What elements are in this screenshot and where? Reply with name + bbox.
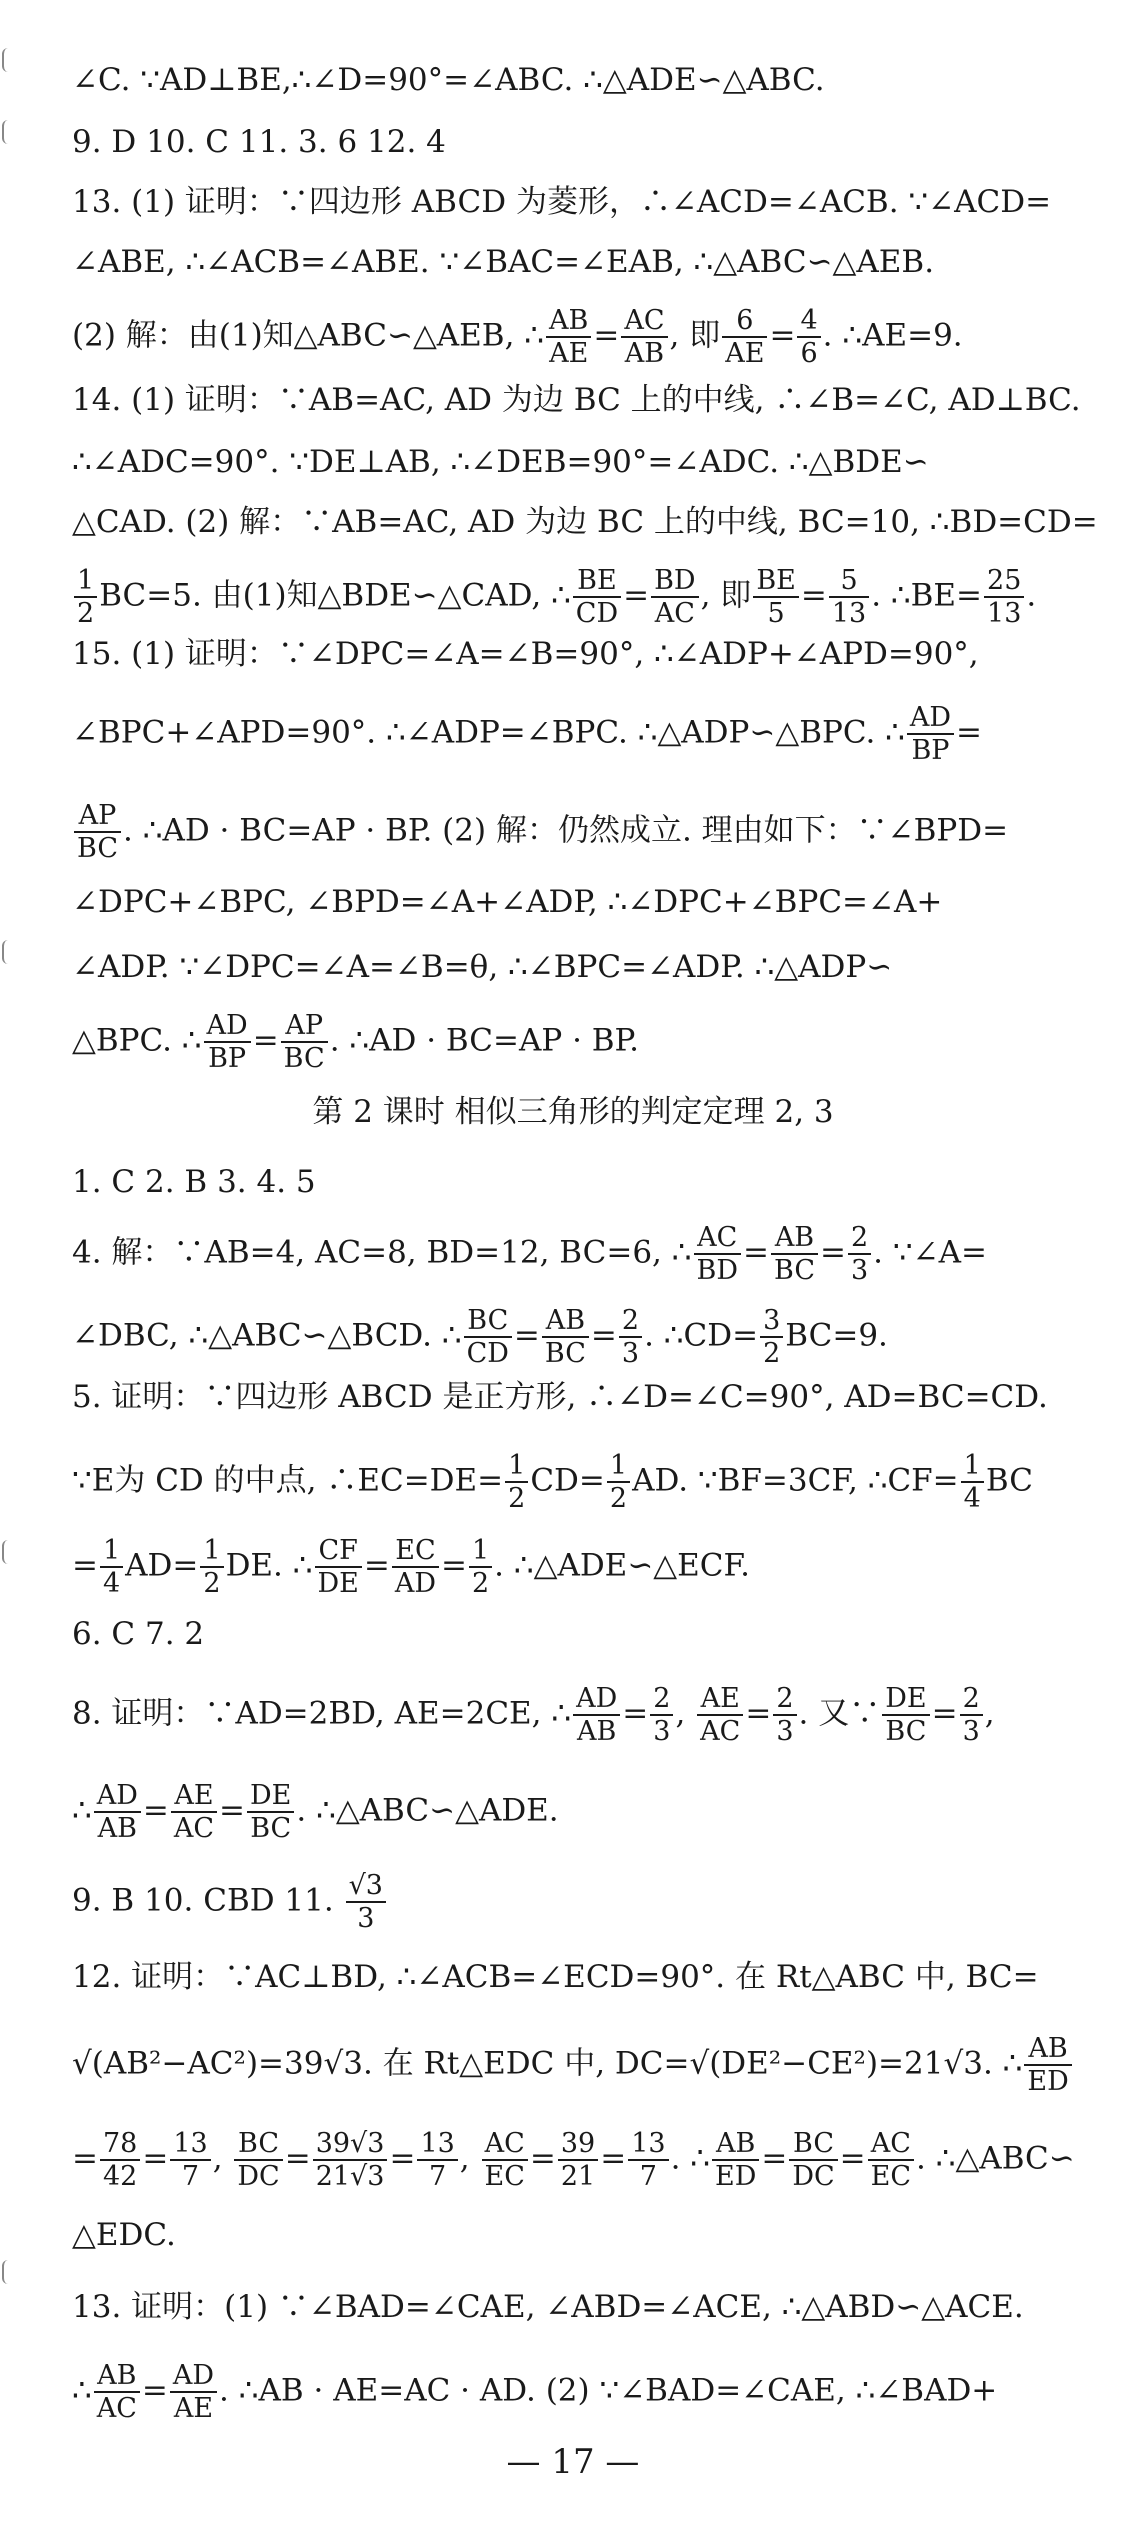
fraction (882, 1683, 929, 1747)
fraction (984, 565, 1024, 629)
fraction-numerator: 39 (558, 2128, 598, 2161)
text-segment: = (252, 1022, 279, 1059)
fraction (722, 305, 767, 369)
text-segment: = (219, 1792, 246, 1829)
answer-line (72, 1683, 1122, 1747)
answer-line: 15. (1) 证明：∵∠DPC=∠A=∠B=90°, ∴∠ADP+∠APD=90°, (72, 636, 979, 672)
fraction-denominator: BC (773, 1255, 815, 1286)
left-edge-mark (2, 120, 16, 144)
fraction-denominator: AE (549, 338, 589, 369)
fraction-denominator: AB (577, 1716, 617, 1747)
text-segment: ∴ (72, 1792, 92, 1829)
fraction (100, 1535, 123, 1599)
fraction (315, 1535, 362, 1599)
fraction-denominator: BP (911, 735, 950, 766)
text-segment: = (529, 2140, 556, 2177)
fraction (607, 1450, 630, 1514)
text-segment: . ∴△ABC∽ (916, 2140, 1075, 2177)
answer-line: 13. 证明：(1) ∵∠BAD=∠CAE, ∠ABD=∠ACE, ∴△ABD∽△ACE. (72, 2289, 1024, 2325)
fraction (753, 565, 799, 629)
answer-line: 12. 证明：∵AC⊥BD, ∴∠ACB=∠ECD=90°. 在 Rt△ABC 中, BC= (72, 1959, 1039, 1995)
text-segment: 8. 证明：∵AD=2BD, AE=2CE, ∴ (72, 1695, 572, 1732)
fraction-numerator: 5 (829, 565, 869, 598)
fraction-numerator: AB (542, 1305, 589, 1338)
answer-line: 13. (1) 证明：∵四边形 ABCD 为菱形，∴∠ACD=∠ACB. ∵∠ACD= (72, 184, 1052, 220)
fraction-numerator: AP (281, 1010, 328, 1043)
fraction (234, 2128, 282, 2192)
fraction-denominator: 3 (357, 1903, 375, 1934)
fraction (505, 1450, 528, 1514)
fraction (651, 565, 699, 629)
fraction (829, 565, 869, 629)
text-segment: . ∵∠A= (873, 1234, 987, 1271)
text-segment: = (72, 2140, 98, 2177)
text-segment: = (72, 1547, 98, 1584)
fraction-numerator: AD (573, 1683, 620, 1716)
fraction-denominator: 2 (203, 1568, 221, 1599)
text-segment: = (931, 1695, 958, 1732)
fraction-numerator: BD (651, 565, 699, 598)
text-segment: . ∴△ADE∽△ECF. (494, 1547, 751, 1584)
page-number: — 17 — (506, 2442, 640, 2482)
fraction-denominator: AD (394, 1568, 436, 1599)
text-segment: ∠BPC+∠APD=90°. ∴∠ADP=∠BPC. ∴△ADP∽△BPC. ∴ (72, 714, 905, 751)
fraction (907, 702, 954, 766)
fraction (482, 2128, 528, 2192)
fraction-numerator: 78 (100, 2128, 140, 2161)
fraction-numerator: 2 (650, 1683, 673, 1716)
answer-line (72, 305, 1122, 369)
text-segment: √(AB²−AC²)=39√3. 在 Rt△EDC 中, DC=√(DE²−CE²)=21√3. ∴ (72, 2045, 1023, 2082)
fraction (281, 1010, 328, 1074)
text-segment: = (956, 714, 983, 751)
fraction-numerator: 39√3 (313, 2128, 388, 2161)
fraction-denominator: 3 (621, 1338, 640, 1369)
fraction-numerator: 13 (417, 2128, 457, 2161)
fraction-denominator: 21 (560, 2161, 596, 2192)
fraction-denominator: 2 (508, 1483, 526, 1514)
text-segment: , (212, 2140, 233, 2177)
fraction (417, 2128, 457, 2192)
fraction (848, 1222, 871, 1286)
text-segment: = (389, 2140, 416, 2177)
text-segment: BC (985, 1462, 1033, 1499)
text-segment: = (141, 2372, 168, 2409)
fraction-denominator: 13 (831, 598, 867, 629)
fraction (712, 2128, 759, 2192)
fraction-denominator: AE (173, 2393, 214, 2424)
text-segment: = (743, 1234, 769, 1271)
fraction (542, 1305, 589, 1369)
fraction-numerator: 1 (961, 1450, 984, 1483)
fraction-denominator: BC (250, 1813, 292, 1844)
text-segment: , 即 (669, 317, 721, 354)
answer-line: 14. (1) 证明：∵AB=AC, AD 为边 BC 上的中线, ∴∠B=∠C, AD⊥BC. (72, 382, 1081, 418)
fraction (74, 800, 121, 864)
text-segment: = (622, 1695, 649, 1732)
fraction (170, 2360, 217, 2424)
text-segment: 4. 解：∵AB=4, AC=8, BD=12, BC=6, ∴ (72, 1234, 692, 1271)
fraction (346, 1870, 386, 1934)
fraction-denominator: EC (484, 2161, 525, 2192)
fraction-denominator: AC (700, 1716, 741, 1747)
fraction-denominator: ED (715, 2161, 757, 2192)
fraction-numerator: DE (882, 1683, 929, 1716)
text-segment: = (800, 577, 827, 614)
fraction-denominator: 13 (987, 598, 1022, 629)
fraction-numerator: 3 (760, 1305, 783, 1338)
left-edge-mark (2, 2260, 16, 2284)
text-segment: ∵E为 CD 的中点, ∴EC=DE= (72, 1462, 504, 1499)
text-segment: . ∴BE= (871, 577, 983, 614)
answer-line (72, 702, 1122, 766)
section-title: 第 2 课时 相似三角形的判定定理 2, 3 (312, 1094, 834, 1130)
fraction (313, 2128, 388, 2192)
fraction-numerator: BE (753, 565, 799, 598)
fraction-denominator: DC (792, 2161, 835, 2192)
fraction-numerator: AC (868, 2128, 914, 2161)
fraction (170, 2128, 210, 2192)
text-segment: . ∴AD · BC=AP · BP. (329, 1022, 639, 1059)
fraction (200, 1535, 223, 1599)
text-segment: = (623, 577, 650, 614)
fraction-numerator: AB (1024, 2033, 1071, 2066)
fraction (464, 1305, 512, 1369)
fraction-denominator: 2 (77, 598, 95, 629)
fraction (789, 2128, 837, 2192)
text-segment: . ∴AB · AE=AC · AD. (2) ∵∠BAD=∠CAE, ∴∠BAD+ (219, 2372, 998, 2409)
text-segment: = (441, 1547, 467, 1584)
fraction-numerator: BC (789, 2128, 837, 2161)
text-segment: AD. ∵BF=3CF, ∴CF= (632, 1462, 959, 1499)
answer-line: ∠C. ∵AD⊥BE,∴∠D=90°=∠ABC. ∴△ADE∽△ABC. (72, 62, 825, 98)
fraction (392, 1535, 439, 1599)
fraction-numerator: 1 (469, 1535, 492, 1568)
text-segment: . (1026, 577, 1037, 614)
fraction-numerator: BC (234, 2128, 282, 2161)
fraction-numerator: AE (697, 1683, 743, 1716)
fraction (1024, 2033, 1071, 2097)
fraction-numerator: 25 (984, 565, 1024, 598)
answer-line (72, 1450, 1122, 1514)
fraction-numerator: BC (464, 1305, 512, 1338)
fraction-denominator: DC (237, 2161, 280, 2192)
fraction-numerator: EC (392, 1535, 439, 1568)
fraction-numerator: 4 (797, 305, 820, 338)
text-segment: , (984, 1695, 995, 1732)
fraction-numerator: 1 (505, 1450, 528, 1483)
answer-line: ∠ABE, ∴∠ACB=∠ABE. ∵∠BAC=∠EAB, ∴△ABC∽△AEB. (72, 244, 935, 280)
text-segment: AD= (125, 1547, 199, 1584)
text-segment: △BPC. ∴ (72, 1022, 202, 1059)
fraction-numerator: AD (94, 1780, 141, 1813)
fraction-denominator: ED (1027, 2066, 1069, 2097)
fraction-numerator: DE (247, 1780, 294, 1813)
fraction-numerator: 2 (773, 1683, 796, 1716)
text-segment: = (590, 1317, 617, 1354)
text-segment: , 即 (700, 577, 752, 614)
fraction-numerator: AE (171, 1780, 217, 1813)
answer-line: 5. 证明：∵四边形 ABCD 是正方形, ∴∠D=∠C=90°, AD=BC=CD. (72, 1379, 1048, 1415)
text-segment: . ∴△ABC∽△ADE. (296, 1792, 559, 1829)
fraction-denominator: BC (885, 1716, 927, 1747)
fraction-denominator: 3 (962, 1716, 980, 1747)
fraction-numerator: AC (482, 2128, 528, 2161)
fraction (771, 1222, 818, 1286)
fraction-numerator: 1 (100, 1535, 123, 1568)
text-segment: = (839, 2140, 866, 2177)
answer-line: 9. D 10. C 11. 3. 6 12. 4 (72, 124, 446, 160)
fraction-numerator: 13 (628, 2128, 668, 2161)
answer-line: △EDC. (72, 2217, 176, 2253)
fraction-numerator: AP (74, 800, 121, 833)
fraction-denominator: AC (96, 2393, 137, 2424)
fraction-denominator: AE (725, 338, 765, 369)
fraction-denominator: AB (97, 1813, 137, 1844)
fraction-numerator: AC (621, 305, 667, 338)
text-segment: BC=9. (785, 1317, 888, 1354)
fraction-denominator: AB (624, 338, 665, 369)
fraction-numerator: BE (573, 565, 621, 598)
answer-line (72, 1535, 1122, 1599)
fraction-numerator: √3 (346, 1870, 386, 1903)
fraction-denominator: BD (696, 1255, 738, 1286)
answer-line (72, 1222, 1122, 1286)
fraction (760, 1305, 783, 1369)
answer-line (72, 800, 1122, 864)
fraction (650, 1683, 673, 1747)
fraction (797, 305, 820, 369)
answer-line: ∠DPC+∠BPC, ∠BPD=∠A+∠ADP, ∴∠DPC+∠BPC=∠A+ (72, 884, 943, 920)
fraction (619, 1305, 642, 1369)
answer-line (72, 2360, 1122, 2424)
fraction (94, 2360, 140, 2424)
fraction-numerator: 6 (722, 305, 767, 338)
text-segment: . ∴AE=9. (822, 317, 963, 354)
text-segment: = (745, 1695, 772, 1732)
text-segment: = (761, 2140, 788, 2177)
text-segment: = (769, 317, 796, 354)
fraction-numerator: AB (771, 1222, 818, 1255)
text-segment: . ∴AD · BC=AP · BP. (2) 解：仍然成立. 理由如下：∵∠BPD= (123, 812, 1009, 849)
fraction-denominator: 2 (471, 1568, 490, 1599)
fraction-numerator: 2 (619, 1305, 642, 1338)
fraction-numerator: 1 (607, 1450, 630, 1483)
answer-line (72, 1780, 1122, 1844)
text-segment: = (820, 1234, 846, 1271)
answer-line: 1. C 2. B 3. 4. 5 (72, 1164, 316, 1200)
fraction (573, 565, 621, 629)
text-segment: . 又∵ (798, 1695, 881, 1732)
left-edge-mark (2, 48, 16, 72)
fraction (694, 1222, 742, 1286)
answer-line (72, 2033, 1122, 2097)
fraction-denominator: AC (173, 1813, 215, 1844)
text-segment: = (142, 2140, 169, 2177)
fraction (961, 1450, 984, 1514)
text-segment: , (459, 2140, 480, 2177)
fraction-numerator: AB (712, 2128, 759, 2161)
fraction-denominator: 4 (102, 1568, 121, 1599)
fraction (868, 2128, 914, 2192)
fraction (171, 1780, 217, 1844)
fraction-numerator: AC (694, 1222, 742, 1255)
fraction-denominator: AC (654, 598, 695, 629)
fraction-numerator: 2 (960, 1683, 983, 1716)
text-segment: . ∴ (670, 2140, 711, 2177)
fraction-denominator: CD (466, 1338, 509, 1369)
fraction-denominator: CD (575, 598, 619, 629)
fraction (773, 1683, 796, 1747)
text-segment: = (600, 2140, 627, 2177)
fraction-numerator: 13 (170, 2128, 210, 2161)
fraction (94, 1780, 141, 1844)
fraction-denominator: 42 (102, 2161, 138, 2192)
left-edge-mark (2, 940, 16, 964)
fraction-denominator: DE (317, 1568, 359, 1599)
fraction-denominator: BC (77, 833, 119, 864)
text-segment: BC=5. 由(1)知△BDE∽△CAD, ∴ (99, 577, 571, 614)
fraction-denominator: 3 (850, 1255, 869, 1286)
fraction-numerator: AB (546, 305, 591, 338)
fraction-numerator: AD (170, 2360, 217, 2393)
fraction (960, 1683, 983, 1747)
text-segment: ∴ (72, 2372, 92, 2409)
text-segment: = (593, 317, 620, 354)
fraction-numerator: AB (94, 2360, 140, 2393)
fraction-denominator: 7 (181, 2161, 200, 2192)
fraction-numerator: AD (204, 1010, 251, 1043)
answer-line (72, 565, 1122, 629)
answer-line (72, 2128, 1122, 2192)
answer-line: △CAD. (2) 解：∵AB=AC, AD 为边 BC 上的中线, BC=10, ∴BD=CD= (72, 504, 1098, 540)
text-segment: CD= (530, 1462, 605, 1499)
text-segment: 9. B 10. CBD 11. (72, 1882, 344, 1919)
fraction-denominator: 5 (767, 598, 785, 629)
text-segment: . ∴CD= (644, 1317, 759, 1354)
fraction-denominator: 2 (763, 1338, 781, 1369)
text-segment: = (513, 1317, 540, 1354)
answer-line (72, 1305, 1122, 1369)
fraction-denominator: BP (208, 1043, 247, 1074)
answer-line (72, 1870, 1122, 1934)
fraction (628, 2128, 668, 2192)
text-segment: , (675, 1695, 696, 1732)
fraction-numerator: AD (907, 702, 954, 735)
text-segment: = (363, 1547, 390, 1584)
fraction-denominator: BC (283, 1043, 325, 1074)
fraction-numerator: 1 (74, 565, 97, 598)
fraction (100, 2128, 140, 2192)
fraction-denominator: 3 (776, 1716, 794, 1747)
fraction (573, 1683, 620, 1747)
text-segment: (2) 解：由(1)知△ABC∽△AEB, ∴ (72, 317, 545, 354)
fraction-denominator: 2 (609, 1483, 628, 1514)
fraction-numerator: CF (315, 1535, 362, 1568)
left-edge-mark (2, 1540, 16, 1564)
fraction (546, 305, 591, 369)
fraction (469, 1535, 492, 1599)
fraction (247, 1780, 294, 1844)
fraction (621, 305, 667, 369)
fraction-denominator: 7 (639, 2161, 657, 2192)
fraction (74, 565, 97, 629)
fraction-denominator: BC (544, 1338, 586, 1369)
fraction-numerator: 1 (200, 1535, 223, 1568)
fraction-denominator: 6 (800, 338, 818, 369)
fraction-denominator: 4 (963, 1483, 981, 1514)
answer-line: 6. C 7. 2 (72, 1616, 205, 1652)
fraction-denominator: 3 (653, 1716, 671, 1747)
fraction (697, 1683, 743, 1747)
fraction-denominator: 21√3 (315, 2161, 385, 2192)
fraction-denominator: 7 (429, 2161, 447, 2192)
text-segment: DE. ∴ (225, 1547, 313, 1584)
answer-line: ∴∠ADC=90°. ∵DE⊥AB, ∴∠DEB=90°=∠ADC. ∴△BDE∽ (72, 444, 929, 480)
fraction (558, 2128, 598, 2192)
text-segment: = (284, 2140, 311, 2177)
fraction-denominator: EC (870, 2161, 912, 2192)
text-segment: = (142, 1792, 169, 1829)
text-segment: ∠DBC, ∴△ABC∽△BCD. ∴ (72, 1317, 462, 1354)
answer-line (72, 1010, 1122, 1074)
answer-line: ∠ADP. ∵∠DPC=∠A=∠B=θ, ∴∠BPC=∠ADP. ∴△ADP∽ (72, 949, 893, 985)
fraction (204, 1010, 251, 1074)
fraction-numerator: 2 (848, 1222, 871, 1255)
